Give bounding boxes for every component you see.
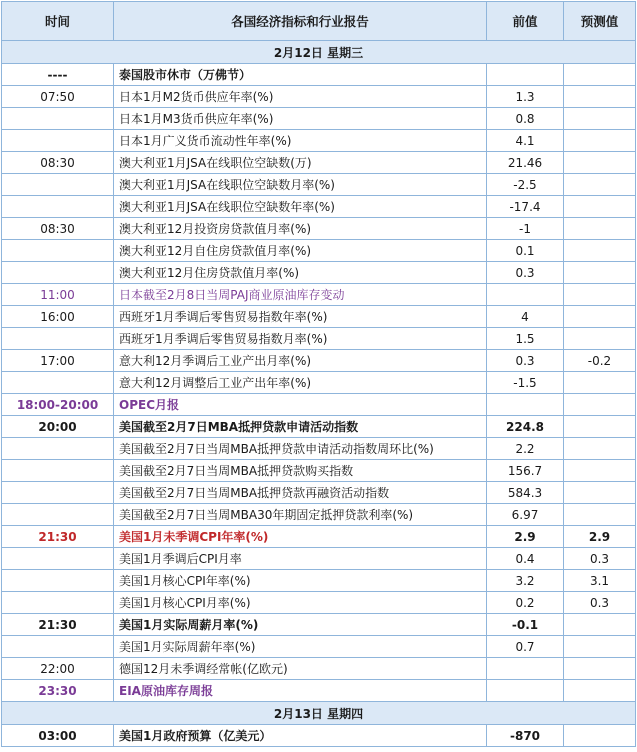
- table-row: [2, 86, 636, 108]
- previous-value: 3.2: [487, 570, 564, 592]
- forecast-value: [564, 284, 636, 306]
- event-name: 美国1月实际周薪年率(%): [114, 636, 487, 658]
- event-name: 澳大利亚12月投资房贷款值月率(%): [114, 218, 487, 240]
- forecast-value: [564, 108, 636, 130]
- table-row: [2, 372, 636, 394]
- table-row: [2, 504, 636, 526]
- previous-value: 0.4: [487, 548, 564, 570]
- event-time: [2, 482, 114, 504]
- event-time: [2, 504, 114, 526]
- forecast-value: [564, 174, 636, 196]
- previous-value: -1.5: [487, 372, 564, 394]
- event-time: 22:00: [2, 658, 114, 680]
- table-row: [2, 658, 636, 680]
- event-name: 日本截至2月8日当周PAJ商业原油库存变动: [114, 284, 487, 306]
- forecast-value: [564, 372, 636, 394]
- event-time: 03:00: [2, 725, 114, 747]
- table-row: [2, 328, 636, 350]
- forecast-value: [564, 504, 636, 526]
- date-label: 2月13日 星期四: [2, 702, 636, 725]
- event-time: [2, 196, 114, 218]
- event-name: 美国1月核心CPI月率(%): [114, 592, 487, 614]
- event-name: 澳大利亚1月JSA在线职位空缺数月率(%): [114, 174, 487, 196]
- event-time: [2, 130, 114, 152]
- event-time: [2, 174, 114, 196]
- forecast-value: 2.9: [564, 526, 636, 548]
- previous-value: 0.7: [487, 636, 564, 658]
- event-name: 美国截至2月7日当周MBA30年期固定抵押贷款利率(%): [114, 504, 487, 526]
- forecast-value: [564, 680, 636, 702]
- forecast-value: [564, 306, 636, 328]
- event-name: EIA原油库存周报: [114, 680, 487, 702]
- event-name: 美国1月核心CPI年率(%): [114, 570, 487, 592]
- table-row: [2, 306, 636, 328]
- previous-value: 156.7: [487, 460, 564, 482]
- table-row: [2, 350, 636, 372]
- event-time: [2, 592, 114, 614]
- event-name: 日本1月广义货币流动性年率(%): [114, 130, 487, 152]
- event-time: 20:00: [2, 416, 114, 438]
- table-row: [2, 548, 636, 570]
- forecast-value: [564, 725, 636, 747]
- event-time: 16:00: [2, 306, 114, 328]
- table-row: [2, 570, 636, 592]
- previous-value: -1: [487, 218, 564, 240]
- event-name: 西班牙1月季调后零售贸易指数年率(%): [114, 306, 487, 328]
- table-row: [2, 636, 636, 658]
- forecast-value: 3.1: [564, 570, 636, 592]
- table-row: [2, 394, 636, 416]
- forecast-value: [564, 416, 636, 438]
- forecast-value: -0.2: [564, 350, 636, 372]
- event-time: [2, 460, 114, 482]
- forecast-value: [564, 86, 636, 108]
- event-name: 美国截至2月7日当周MBA抵押贷款再融资活动指数: [114, 482, 487, 504]
- previous-value: 224.8: [487, 416, 564, 438]
- event-time: [2, 636, 114, 658]
- table-row: [2, 482, 636, 504]
- previous-value: 0.1: [487, 240, 564, 262]
- event-name: 美国1月季调后CPI月率: [114, 548, 487, 570]
- forecast-value: [564, 218, 636, 240]
- table-row: [2, 284, 636, 306]
- event-name: OPEC月报: [114, 394, 487, 416]
- previous-value: [487, 394, 564, 416]
- previous-value: [487, 64, 564, 86]
- header-event: 各国经济指标和行业报告: [114, 2, 487, 41]
- event-name: 日本1月M2货币供应年率(%): [114, 86, 487, 108]
- event-time: 21:30: [2, 526, 114, 548]
- event-time: 11:00: [2, 284, 114, 306]
- event-name: 澳大利亚1月JSA在线职位空缺数(万): [114, 152, 487, 174]
- forecast-value: [564, 130, 636, 152]
- forecast-value: [564, 460, 636, 482]
- event-name: 日本1月M3货币供应年率(%): [114, 108, 487, 130]
- event-time: 21:30: [2, 614, 114, 636]
- forecast-value: [564, 438, 636, 460]
- event-time: [2, 328, 114, 350]
- economic-calendar-table: [1, 1, 636, 747]
- event-name: 泰国股市休市（万佛节）: [114, 64, 487, 86]
- previous-value: -2.5: [487, 174, 564, 196]
- previous-value: [487, 284, 564, 306]
- forecast-value: [564, 152, 636, 174]
- forecast-value: [564, 64, 636, 86]
- event-time: [2, 438, 114, 460]
- table-row: [2, 130, 636, 152]
- event-time: 07:50: [2, 86, 114, 108]
- table-row: [2, 218, 636, 240]
- event-name: 美国1月未季调CPI年率(%): [114, 526, 487, 548]
- event-time: 18:00-20:00: [2, 394, 114, 416]
- event-name: 美国截至2月7日当周MBA抵押贷款购买指数: [114, 460, 487, 482]
- table-row: [2, 262, 636, 284]
- event-time: [2, 570, 114, 592]
- previous-value: -0.1: [487, 614, 564, 636]
- previous-value: 4: [487, 306, 564, 328]
- event-time: ----: [2, 64, 114, 86]
- event-time: 08:30: [2, 152, 114, 174]
- event-name: 澳大利亚1月JSA在线职位空缺数年率(%): [114, 196, 487, 218]
- event-name: 意大利12月调整后工业产出年率(%): [114, 372, 487, 394]
- event-time: [2, 240, 114, 262]
- previous-value: 1.3: [487, 86, 564, 108]
- date-header-row: [2, 41, 636, 64]
- previous-value: 0.8: [487, 108, 564, 130]
- previous-value: -870: [487, 725, 564, 747]
- previous-value: 584.3: [487, 482, 564, 504]
- forecast-value: [564, 636, 636, 658]
- event-name: 西班牙1月季调后零售贸易指数月率(%): [114, 328, 487, 350]
- event-name: 美国截至2月7日MBA抵押贷款申请活动指数: [114, 416, 487, 438]
- header-time: 时间: [2, 2, 114, 41]
- event-name: 德国12月未季调经常帐(亿欧元): [114, 658, 487, 680]
- event-name: 美国1月实际周薪月率(%): [114, 614, 487, 636]
- event-time: [2, 548, 114, 570]
- table-row: [2, 108, 636, 130]
- table-row: [2, 416, 636, 438]
- table-row: [2, 460, 636, 482]
- previous-value: 0.2: [487, 592, 564, 614]
- event-name: 意大利12月季调后工业产出月率(%): [114, 350, 487, 372]
- previous-value: [487, 680, 564, 702]
- previous-value: 0.3: [487, 350, 564, 372]
- event-time: 23:30: [2, 680, 114, 702]
- previous-value: -17.4: [487, 196, 564, 218]
- event-time: [2, 372, 114, 394]
- forecast-value: 0.3: [564, 592, 636, 614]
- table-row: [2, 680, 636, 702]
- forecast-value: [564, 614, 636, 636]
- table-row: [2, 725, 636, 747]
- event-time: [2, 108, 114, 130]
- event-name: 澳大利亚12月住房贷款值月率(%): [114, 262, 487, 284]
- table-row: [2, 152, 636, 174]
- forecast-value: 0.3: [564, 548, 636, 570]
- forecast-value: [564, 482, 636, 504]
- table-row: [2, 240, 636, 262]
- table-row: [2, 438, 636, 460]
- previous-value: 4.1: [487, 130, 564, 152]
- table-row: [2, 174, 636, 196]
- event-name: 澳大利亚12月自住房贷款值月率(%): [114, 240, 487, 262]
- date-label: 2月12日 星期三: [2, 41, 636, 64]
- header-forecast: 预测值: [564, 2, 636, 41]
- table-body: [2, 41, 636, 747]
- forecast-value: [564, 240, 636, 262]
- forecast-value: [564, 328, 636, 350]
- previous-value: 6.97: [487, 504, 564, 526]
- event-time: [2, 262, 114, 284]
- table-row: [2, 196, 636, 218]
- previous-value: 2.9: [487, 526, 564, 548]
- table-header-row: [2, 2, 636, 41]
- header-previous: 前值: [487, 2, 564, 41]
- event-name: 美国截至2月7日当周MBA抵押贷款申请活动指数周环比(%): [114, 438, 487, 460]
- table-row: [2, 526, 636, 548]
- table-row: [2, 614, 636, 636]
- date-header-row: [2, 702, 636, 725]
- previous-value: [487, 658, 564, 680]
- forecast-value: [564, 196, 636, 218]
- event-time: 17:00: [2, 350, 114, 372]
- event-time: 08:30: [2, 218, 114, 240]
- table-row: [2, 592, 636, 614]
- previous-value: 1.5: [487, 328, 564, 350]
- event-name: 美国1月政府预算（亿美元）: [114, 725, 487, 747]
- forecast-value: [564, 262, 636, 284]
- previous-value: 2.2: [487, 438, 564, 460]
- previous-value: 21.46: [487, 152, 564, 174]
- forecast-value: [564, 394, 636, 416]
- forecast-value: [564, 658, 636, 680]
- table-row: [2, 64, 636, 86]
- previous-value: 0.3: [487, 262, 564, 284]
